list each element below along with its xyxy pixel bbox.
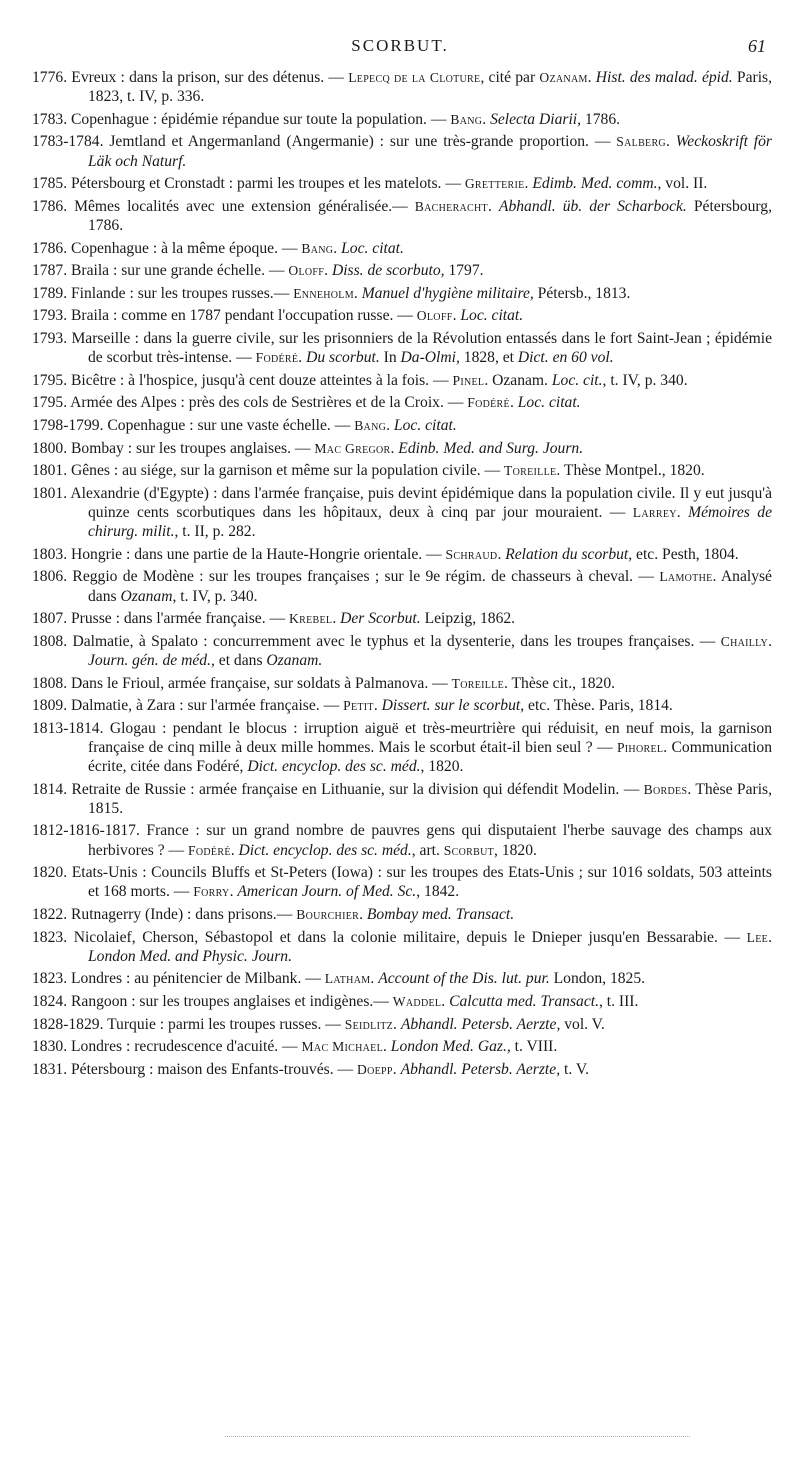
author-name: Fodéré: [467, 395, 510, 411]
entry-text: , etc. Pesth, 1804.: [628, 545, 739, 563]
entry-year: 1795.: [32, 394, 68, 412]
source-title: Hist. des malad. épid.: [595, 69, 733, 86]
entry-text: Armée des Alpes : près des cols de Sestrières et de la Croix. —: [67, 394, 468, 412]
author-name: Lepecq de la Cloture: [348, 70, 481, 85]
chronology-entry: [32, 609, 772, 628]
entry-text: Paris, 1823, t. IV, p. 336.: [88, 69, 772, 106]
author-name: Chailly: [720, 633, 769, 649]
entry-year: 1803.: [32, 545, 68, 563]
author-name: Pihorel: [616, 739, 664, 755]
entry-text: .: [359, 906, 367, 924]
entry-year: 1789.: [32, 284, 68, 302]
entry-text: Gênes : au siége, sur la garnison et même sur la population civile. —: [67, 462, 505, 480]
source-title: Loc. citat.: [341, 239, 404, 257]
entry-text: 1797.: [444, 262, 484, 280]
entry-text: . Thèse Paris, 1815.: [88, 780, 773, 817]
entry-text: , etc. Thèse. Paris, 1814.: [520, 697, 673, 715]
entry-year: 1800.: [32, 439, 68, 457]
source-title: Loc. citat.: [393, 416, 457, 434]
entry-text: . Analysé dans: [88, 568, 772, 605]
entry-year: 1831.: [32, 1060, 68, 1078]
chronology-list: [32, 68, 772, 1082]
entry-year: 1801.: [32, 484, 68, 502]
entry-text: .: [390, 439, 399, 457]
chronology-entry: [32, 284, 772, 303]
entry-text: Evreux : dans la prison, sur des détenus. —: [67, 69, 349, 86]
author-name: Latham: [324, 971, 371, 987]
source-title: Mémoires de chirurg. milit.: [88, 503, 772, 541]
author-name: Gretterie: [464, 176, 525, 192]
entry-text: Etats-Unis : Councils Bluffs et St-Peters (Iowa) : sur les troupes des Etats-Unis ; sur 1016 soldats, 503 atteints et 168 morts. —: [67, 864, 772, 901]
chronology-entry: [32, 780, 772, 818]
author-name: Lamothe: [659, 569, 713, 585]
source-title: Edinb. Med. and Surg. Journ.: [398, 439, 584, 457]
entry-text: . Thèse cit., 1820.: [504, 674, 616, 692]
chronology-entry: [32, 719, 772, 777]
footer-rule: [225, 1436, 690, 1437]
entry-year: 1798-1799.: [32, 416, 104, 434]
entry-text: Pétersb., 1813.: [533, 284, 631, 302]
chronology-entry: [32, 306, 772, 325]
chronology-entry: [32, 393, 772, 412]
source-title: Diss. de scorbuto,: [331, 262, 445, 280]
entry-text: .: [524, 175, 533, 193]
author-name: Waddel: [392, 994, 442, 1010]
entry-text: . Communication écrite, citée dans Fodéré,: [88, 738, 772, 776]
entry-text: Braila : comme en 1787 pendant l'occupation russe. —: [67, 307, 417, 325]
entry-text: .: [298, 349, 307, 367]
entry-text: .: [382, 1038, 391, 1056]
entry-text: .: [665, 133, 676, 151]
source-title: Journ. gén. de méd.: [88, 651, 211, 669]
chronology-entry: [32, 821, 772, 859]
entry-text: 1828, et: [459, 349, 518, 367]
chronology-entry: [32, 905, 772, 924]
author-name: Toreille: [451, 675, 504, 691]
entry-text: Turquie : parmi les troupes russes. —: [103, 1015, 345, 1033]
entry-text: France : sur un grand nombre de pauvres gens qui disputaient l'herbe sauvage des champs aux herbivores ? —: [88, 822, 772, 859]
source-title: Manuel d'hygiène militaire,: [361, 284, 534, 302]
entry-year: 1776.: [32, 69, 68, 86]
source-title: Loc. cit.: [551, 371, 603, 389]
entry-text: .: [370, 970, 379, 988]
author-name: Doepp: [356, 1061, 393, 1077]
author-name: Bordes: [643, 781, 688, 797]
entry-text: Jemtland et Angermanland (Angermanie) : sur une très-grande proportion. —: [103, 133, 617, 151]
entry-year: 1801.: [32, 462, 68, 480]
source-title: Loc. citat.: [460, 307, 524, 325]
entry-year: 1785.: [32, 175, 68, 193]
source-title: Calcutta med. Transact.: [449, 993, 599, 1011]
source-title: Account of the Dis. lut. pur.: [378, 970, 550, 988]
entry-text: Finlande : sur les troupes russes.—: [67, 284, 294, 302]
entry-text: Rangoon : sur les troupes anglaises et indigènes.—: [67, 993, 393, 1011]
entry-text: Pétersbourg et Cronstadt : parmi les troupes et les matelots. —: [67, 175, 465, 193]
entry-text: .: [386, 416, 394, 434]
chronology-entry: [32, 132, 772, 170]
chronology-entry: [32, 461, 772, 480]
chronology-entry: [32, 68, 772, 106]
entry-text: .: [482, 110, 491, 128]
author-name: Larrey: [632, 504, 677, 520]
entry-text: , t. VIII.: [506, 1038, 558, 1056]
entry-text: .: [373, 697, 382, 715]
entry-text: , 1820.: [420, 758, 464, 776]
entry-text: .: [509, 394, 518, 412]
entry-text: .: [487, 197, 499, 215]
entry-year: 1830.: [32, 1038, 68, 1056]
entry-text: .: [393, 1015, 401, 1033]
chronology-entry: [32, 992, 772, 1011]
author-name: Pinel: [452, 372, 485, 388]
source-title: Du scorbut.: [306, 349, 380, 367]
entry-text: Londres : recrudescence d'acuité. —: [67, 1038, 302, 1056]
chronology-entry: [32, 329, 772, 367]
chronology-entry: [32, 110, 772, 129]
chronology-entry: [32, 1037, 772, 1056]
entry-text: Leipzig, 1862.: [420, 610, 516, 628]
entry-year: 1806.: [32, 568, 68, 586]
entry-text: Reggio de Modène : sur les troupes françaises ; sur le 9e régim. de chasseurs à cheval. —: [67, 568, 660, 586]
chronology-entry: [32, 239, 772, 258]
entry-text: , art.: [411, 841, 444, 859]
source-title: Dict. encyclop. des sc. méd.: [238, 841, 412, 859]
entry-year: 1812-1816-1817.: [32, 822, 140, 840]
chronology-entry: [32, 632, 772, 670]
entry-year: 1807.: [32, 610, 68, 628]
chronology-entry: [32, 371, 772, 390]
author-name: Salberg: [616, 134, 666, 150]
running-head: [0, 36, 800, 60]
chronology-entry: [32, 1015, 772, 1034]
entry-year: 1783.: [32, 110, 68, 128]
entry-text: , cité par: [480, 69, 540, 86]
entry-year: 1783-1784.: [32, 133, 104, 151]
entry-text: Dalmatie, à Spalato : concurremment avec le typhus et la dysenterie, dans les troupes françaises. —: [67, 632, 721, 650]
entry-text: Bombay : sur les troupes anglaises. —: [67, 439, 315, 457]
entry-text: .: [229, 883, 238, 901]
entry-text: Bicêtre : à l'hospice, jusqu'à cent douze atteintes à la fois. —: [67, 371, 453, 389]
chronology-entry: [32, 928, 772, 966]
running-title: SCORBUT.: [351, 36, 449, 55]
entry-text: Hongrie : dans une partie de la Haute-Hongrie orientale. —: [67, 545, 446, 563]
entry-year: 1809.: [32, 697, 68, 715]
entry-text: , et dans: [210, 651, 267, 669]
author-name: Bang: [301, 240, 334, 256]
author-name: Toreille: [504, 463, 557, 479]
author-name: Seidlitz: [344, 1016, 394, 1032]
chronology-entry: [32, 545, 772, 564]
author-name: Krebel: [289, 611, 333, 627]
author-name: Bang: [354, 417, 387, 433]
entry-text: 1786.: [581, 110, 621, 128]
entry-text: .: [497, 545, 506, 563]
author-name: Bang: [450, 111, 483, 127]
entry-text: , t. III.: [598, 993, 639, 1011]
entry-year: 1793.: [32, 329, 68, 347]
entry-year: 1787.: [32, 262, 68, 280]
entry-text: .: [676, 503, 689, 521]
entry-text: .: [324, 262, 332, 280]
entry-text: .: [333, 239, 342, 257]
entry-year: 1823.: [32, 970, 68, 988]
entry-text: Londres : au pénitencier de Milbank. —: [67, 970, 325, 988]
entry-text: .: [392, 1060, 401, 1078]
entry-text: .: [230, 841, 239, 859]
author-name: Fodéré: [255, 350, 299, 366]
author-name: Fodéré: [188, 842, 231, 858]
entry-year: 1814.: [32, 780, 68, 798]
entry-text: , 1842.: [416, 883, 460, 901]
entry-text: Dans le Frioul, armée française, sur soldats à Palmanova. —: [67, 674, 452, 692]
source-title: Abhandl. Petersb. Aerzte,: [400, 1015, 561, 1033]
entry-year: 1808.: [32, 674, 68, 692]
chronology-entry: [32, 696, 772, 715]
entry-text: .: [768, 928, 772, 946]
entry-year: 1808.: [32, 632, 68, 650]
entry-text: .: [353, 284, 362, 302]
entry-year: 1822.: [32, 906, 68, 924]
chronology-entry: [32, 863, 772, 901]
entry-text: In: [379, 349, 401, 367]
source-title: Da-Olmi,: [400, 349, 460, 367]
entry-year: 1786.: [32, 239, 68, 257]
source-title: Dict. encyclop. des sc. méd.: [247, 758, 421, 776]
entry-text: .: [441, 993, 450, 1011]
entry-text: .: [332, 610, 341, 628]
source-title: Abhandl. Petersb. Aerzte,: [400, 1060, 561, 1078]
source-title: Relation du scorbut: [505, 545, 629, 563]
author-name: Oloff: [416, 308, 453, 324]
entry-text: vol. V.: [560, 1015, 605, 1033]
entry-text: Marseille : dans la guerre civile, sur les prisonniers de la Révolution entassés dans le fort Saint-Jean ; épidémie de scorbut très-intense. —: [67, 329, 772, 367]
source-title: Bombay med. Transact.: [366, 906, 515, 924]
entry-year: 1813-1814.: [32, 719, 104, 737]
entry-text: .: [768, 632, 772, 650]
chronology-entry: [32, 261, 772, 280]
author-name: Mac Michael: [301, 1039, 383, 1055]
entry-text: Copenhague : épidémie répandue sur toute la population. —: [67, 110, 451, 128]
entry-text: Copenhague : à la même époque. —: [67, 239, 302, 257]
entry-text: Braila : sur une grande échelle. —: [67, 262, 289, 280]
source-title: Dict. en 60 vol.: [517, 349, 614, 367]
author-name: Lee: [746, 929, 769, 945]
entry-text: , t. IV, p. 340.: [602, 371, 688, 389]
entry-text: , t. II, p. 282.: [174, 523, 256, 541]
author-name: Forry: [193, 884, 230, 900]
entry-text: .: [452, 307, 461, 325]
entry-year: 1824.: [32, 993, 68, 1011]
entry-text: Prusse : dans l'armée française. —: [67, 610, 290, 628]
chronology-entry: [32, 969, 772, 988]
author-name: Enneholm: [293, 285, 354, 301]
chronology-entry: [32, 484, 772, 542]
source-title: Weckoskrift för Läk och Naturf.: [88, 133, 772, 170]
entry-text: Pétersbourg : maison des Enfants-trouvés. —: [67, 1060, 357, 1078]
entry-text: , 1820.: [494, 841, 537, 859]
entry-text: .: [587, 69, 596, 86]
chronology-entry: [32, 567, 772, 605]
chronology-entry: [32, 1060, 772, 1079]
entry-text: . Thèse Montpel., 1820.: [556, 462, 705, 480]
entry-year: 1793.: [32, 307, 68, 325]
entry-year: 1795.: [32, 371, 68, 389]
chronology-entry: [32, 674, 772, 693]
entry-text: Mêmes localités avec une extension généralisée.—: [67, 197, 415, 215]
entry-text: . Ozanam.: [484, 371, 552, 389]
entry-text: Dalmatie, à Zara : sur l'armée française. —: [67, 697, 344, 715]
entry-text: Retraite de Russie : armée française en Lithuanie, sur la division qui défendit Modelin. —: [67, 780, 644, 798]
source-title: Der Scorbut.: [340, 610, 421, 628]
source-title: American Journ. of Med. Sc.: [237, 883, 417, 901]
entry-text: Glogau : pendant le blocus : irruption aiguë et très-meurtrière qui réduisit, en neuf mois, la garnison française de cinq mille à deux mille hommes. Mais le scorbut était-il bien seul ? —: [88, 719, 772, 756]
entry-text: Nicolaief, Cherson, Sébastopol et dans la colonie militaire, depuis le Dnieper jusqu'en Bessarabie. —: [67, 928, 747, 946]
entry-text: t. V.: [560, 1060, 589, 1078]
source-title: Abhandl. üb. der Scharbock.: [498, 197, 687, 215]
source-title: London Med. and Physic. Journ.: [88, 947, 292, 965]
source-title: Selecta Diarii,: [490, 110, 582, 128]
entry-text: Alexandrie (d'Egypte) : dans l'armée française, puis devint épidémique dans la population civile. Il y eut jusqu'à quinze cents scorbutiques dans les hôpitaux, deux à cinq par jour mouraient. —: [67, 484, 772, 521]
author-name: Scorbut: [443, 842, 495, 858]
chronology-entry: [32, 174, 772, 193]
entry-text: Rutnagerry (Inde) : dans prisons.—: [67, 906, 297, 924]
entry-year: 1823.: [32, 928, 68, 946]
author-name: Mac Gregor: [314, 440, 391, 456]
entry-year: 1786.: [32, 197, 68, 215]
source-title: Edimb. Med. comm.: [532, 175, 658, 193]
page-number: 61: [748, 36, 766, 56]
source-title: Ozanam: [120, 587, 173, 605]
source-title: Dissert. sur le scorbut: [381, 697, 521, 715]
entry-year: 1820.: [32, 864, 68, 882]
source-title: Loc. citat.: [517, 394, 581, 412]
entry-text: Pétersbourg, 1786.: [88, 197, 772, 234]
author-name: Petit: [343, 698, 374, 714]
entry-text: , t. IV, p. 340.: [172, 587, 258, 605]
entry-text: London, 1825.: [549, 970, 646, 988]
author-name: Bacheracht: [414, 198, 488, 214]
source-title: Ozanam.: [266, 651, 323, 669]
author-name: Oloff: [288, 263, 325, 279]
chronology-entry: [32, 416, 772, 435]
source-title: London Med. Gaz.: [390, 1038, 507, 1056]
chronology-entry: [32, 197, 772, 235]
chronology-entry: [32, 439, 772, 458]
entry-text: Copenhague : sur une vaste échelle. —: [103, 416, 355, 434]
entry-text: , vol. II.: [657, 175, 708, 193]
author-name: Bourchier: [296, 907, 360, 923]
author-name: Ozanam: [539, 70, 588, 85]
author-name: Schraud: [445, 546, 498, 562]
entry-year: 1828-1829.: [32, 1015, 104, 1033]
